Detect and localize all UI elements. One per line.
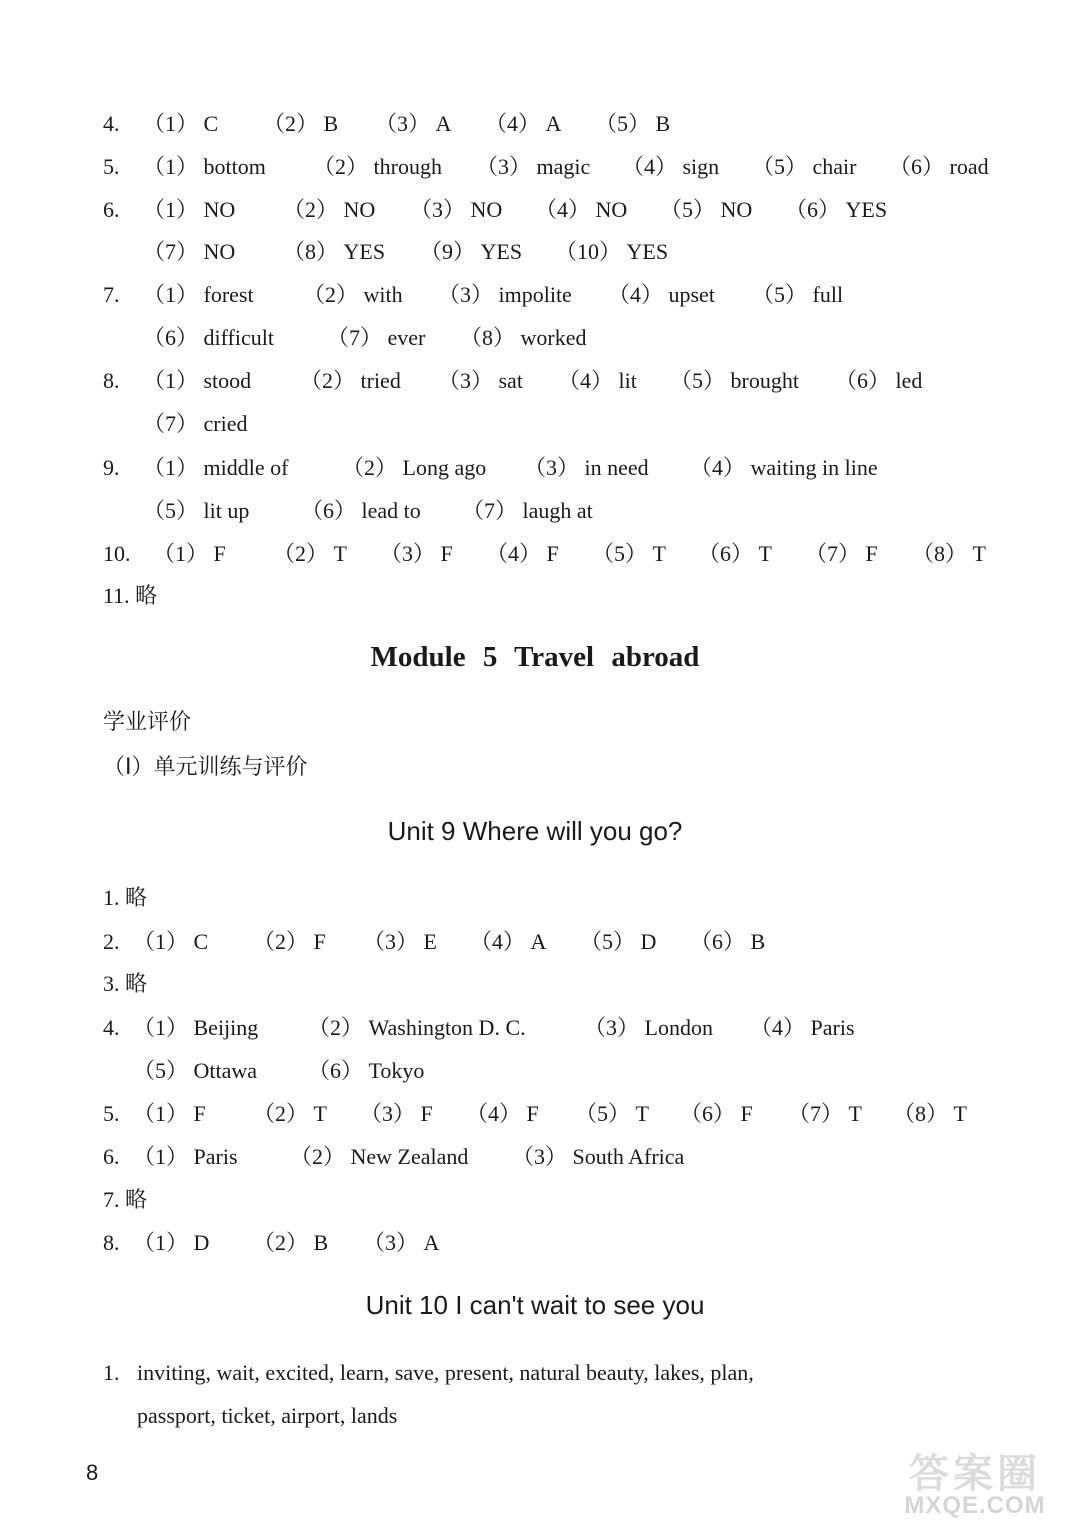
answer-line xyxy=(0,275,1070,315)
answer-item: （2） T xyxy=(273,541,347,566)
answer-item: （4） upset xyxy=(608,282,715,307)
answer-item: （7） T xyxy=(788,1101,862,1126)
answer-item: （1） C xyxy=(143,111,219,136)
answer-item: （6） lead to xyxy=(301,498,421,523)
answer-item: （2） through xyxy=(313,154,442,179)
answer-item: （5） lit up xyxy=(143,498,250,523)
answer-line xyxy=(0,1396,1070,1436)
answer-item: （1） bottom xyxy=(143,154,266,179)
answer-item: （10） YES xyxy=(555,239,669,264)
answer-item: （1） forest xyxy=(143,282,254,307)
answer-line xyxy=(0,491,1070,531)
answer-item: （4） F xyxy=(486,541,559,566)
answer-line xyxy=(0,576,1070,616)
unit9-title: Unit 9 Where will you go? xyxy=(387,816,683,846)
answer-item: （5） brought xyxy=(670,368,799,393)
answer-item: （3） South Africa xyxy=(512,1144,685,1169)
answer-item: （3） impolite xyxy=(438,282,572,307)
answer-item: 5. xyxy=(103,154,120,179)
answer-item: （5） chair xyxy=(752,154,857,179)
answer-item: （4） Paris xyxy=(750,1015,855,1040)
answer-line xyxy=(0,1180,1070,1220)
subsection-heading-unit-training: （Ⅰ）单元训练与评价 xyxy=(103,755,308,780)
answer-line xyxy=(0,1223,1070,1263)
answer-item: （2） B xyxy=(253,1230,329,1255)
answer-item: （5） Ottawa xyxy=(133,1058,258,1083)
answer-item: （1） stood xyxy=(143,368,252,393)
answer-item: passport, ticket, airport, lands xyxy=(137,1403,398,1428)
answer-line xyxy=(0,1094,1070,1134)
answer-item: （1） F xyxy=(133,1101,206,1126)
answer-item: 6. xyxy=(103,1144,120,1169)
answer-item: （6） YES xyxy=(785,197,888,222)
answer-item: 4. xyxy=(103,111,120,136)
page-number: 8 xyxy=(86,1460,99,1485)
answer-item: 8. xyxy=(103,368,120,393)
answer-line xyxy=(0,878,1070,918)
answer-item: （7） ever xyxy=(327,325,426,350)
answer-item: （5） B xyxy=(595,111,671,136)
answer-item: （5） full xyxy=(752,282,844,307)
answer-line xyxy=(0,964,1070,1004)
answer-item: 2. xyxy=(103,929,120,954)
answer-item: （2） tried xyxy=(300,368,401,393)
answer-item: 9. xyxy=(103,455,120,480)
answer-item: 6. xyxy=(103,197,120,222)
answer-item: （2） F xyxy=(253,929,326,954)
answer-item: 8. xyxy=(103,1230,120,1255)
answer-line xyxy=(0,922,1070,962)
answer-item: （6） F xyxy=(680,1101,753,1126)
answer-item: （3） London xyxy=(584,1015,713,1040)
answer-item: （2） New Zealand xyxy=(290,1144,469,1169)
answer-item: 4. xyxy=(103,1015,120,1040)
answer-item: （6） difficult xyxy=(143,325,274,350)
answer-item: （3） in need xyxy=(524,455,649,480)
answer-item: （8） YES xyxy=(283,239,386,264)
answer-item: （3） magic xyxy=(476,154,591,179)
answer-item: （6） led xyxy=(835,368,923,393)
answer-line xyxy=(0,534,1070,574)
answer-item: （3） A xyxy=(363,1230,440,1255)
answer-item: （5） D xyxy=(580,929,657,954)
answer-item: （6） road xyxy=(889,154,989,179)
answer-line xyxy=(0,147,1070,187)
answer-item: （3） sat xyxy=(438,368,523,393)
answer-item: （8） T xyxy=(912,541,986,566)
answer-line xyxy=(0,1137,1070,1177)
answer-item: （7） F xyxy=(805,541,878,566)
answer-line xyxy=(0,1353,1070,1393)
answer-item: （1） middle of xyxy=(143,455,289,480)
answer-item: （8） worked xyxy=(460,325,587,350)
module-title: Module 5 Travel abroad xyxy=(370,641,700,673)
answer-item: （3） E xyxy=(363,929,437,954)
answer-item: 7. xyxy=(103,282,120,307)
answer-item: （4） NO xyxy=(535,197,628,222)
answer-item: （7） laugh at xyxy=(462,498,593,523)
answer-item: （3） F xyxy=(360,1101,433,1126)
unit10-title: Unit 10 I can't wait to see you xyxy=(365,1290,705,1320)
watermark-cn: 答案圈 xyxy=(909,1451,1041,1497)
answer-item: （2） NO xyxy=(283,197,376,222)
answer-item: 7. 略 xyxy=(103,1187,148,1212)
watermark-logo xyxy=(890,1440,1060,1530)
answer-item: （2） Long ago xyxy=(342,455,487,480)
answer-item: （3） F xyxy=(380,541,453,566)
answer-line xyxy=(0,190,1070,230)
answer-line xyxy=(0,104,1070,144)
answer-item: （1） Paris xyxy=(133,1144,238,1169)
answer-item: 11. 略 xyxy=(103,583,158,608)
answer-item: （2） Washington D. C. xyxy=(308,1015,526,1040)
answer-line xyxy=(0,1008,1070,1048)
answer-item: （4） waiting in line xyxy=(690,455,878,480)
answer-line xyxy=(0,404,1070,444)
answer-item: （5） NO xyxy=(660,197,753,222)
answer-line xyxy=(0,361,1070,401)
answer-line xyxy=(0,318,1070,358)
answer-item: （5） T xyxy=(575,1101,649,1126)
answer-item: （4） A xyxy=(470,929,547,954)
answer-item: （4） F xyxy=(466,1101,539,1126)
answer-item: （1） C xyxy=(133,929,209,954)
answer-item: 10. xyxy=(103,541,131,566)
answer-item: inviting, wait, excited, learn, save, present, natural beauty, lakes, plan, xyxy=(137,1360,754,1385)
answer-item: （2） B xyxy=(263,111,339,136)
answer-item: （3） A xyxy=(375,111,452,136)
answer-item: （1） F xyxy=(153,541,226,566)
answer-item: （6） T xyxy=(698,541,772,566)
answer-line xyxy=(0,232,1070,272)
answer-item: （4） lit xyxy=(558,368,637,393)
answer-item: （2） T xyxy=(253,1101,327,1126)
answer-item: 1. 略 xyxy=(103,885,148,910)
watermark-en: MXQE.COM xyxy=(904,1492,1046,1519)
answer-item: （4） A xyxy=(485,111,562,136)
answer-item: （3） NO xyxy=(410,197,503,222)
answer-item: （8） T xyxy=(893,1101,967,1126)
answer-item: 3. 略 xyxy=(103,971,148,996)
answer-item: （9） YES xyxy=(420,239,523,264)
answer-line xyxy=(0,448,1070,488)
answer-item: （5） T xyxy=(592,541,666,566)
answer-item: （1） NO xyxy=(143,197,236,222)
section-heading-academic-evaluation: 学业评价 xyxy=(103,710,192,735)
answer-line xyxy=(0,1051,1070,1091)
answer-item: 1. xyxy=(103,1360,120,1385)
answer-item: （4） sign xyxy=(622,154,720,179)
answer-item: （1） Beijing xyxy=(133,1015,259,1040)
answer-item: （2） with xyxy=(303,282,403,307)
answer-item: （6） Tokyo xyxy=(308,1058,425,1083)
answer-item: （6） B xyxy=(690,929,766,954)
answer-item: 5. xyxy=(103,1101,120,1126)
answer-item: （7） cried xyxy=(143,411,248,436)
answer-item: （7） NO xyxy=(143,239,236,264)
answer-item: （1） D xyxy=(133,1230,210,1255)
